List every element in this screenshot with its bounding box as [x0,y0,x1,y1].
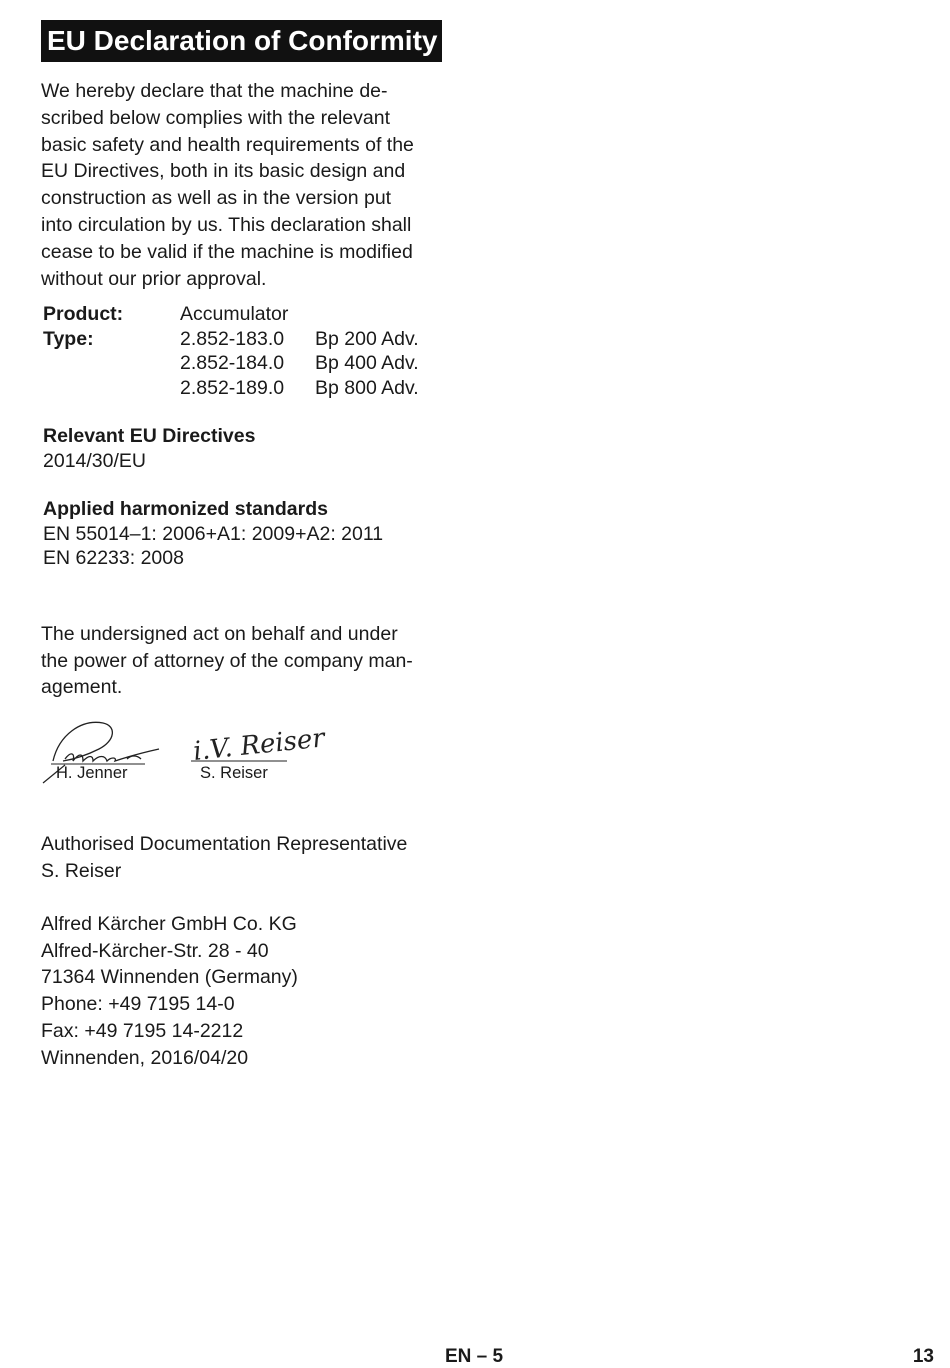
intro-line: basic safety and health requirements of the [41,133,414,156]
place-date-line: Winnenden, 2016/04/20 [41,1046,249,1069]
type-label: Type: [43,327,94,350]
signature-name-jenner: H. Jenner [56,764,128,783]
type-model: Bp 400 Adv. [315,352,419,375]
standard-item: EN 62233: 2008 [43,547,184,570]
address-line: Alfred Kärcher GmbH Co. KG [41,912,297,935]
type-model: Bp 200 Adv. [315,327,419,350]
product-spec [43,302,461,400]
footer-page-number: 13 [912,1346,934,1367]
signature-reiser [191,715,327,783]
intro-line: without our prior approval. [41,267,267,290]
directives-heading: Relevant EU Directives [43,425,256,448]
intro-line: construction as well as in the version put [41,187,392,210]
type-code: 2.852-184.0 [180,352,285,375]
page-title: EU Declaration of Conformity [41,20,442,62]
signature-reiser-handwriting: i.V. Reiser [191,723,327,768]
phone-line: Phone: +49 7195 14-0 [41,993,235,1016]
address-block [41,911,461,1072]
type-row [43,327,461,352]
address-line: Alfred-Kärcher-Str. 28 - 40 [41,939,269,962]
signature-jenner [41,715,176,785]
declaration-column [41,20,461,1072]
undersigned-line: The undersigned act on behalf and under [41,622,398,645]
intro-line: We hereby declare that the machine de- [41,80,388,102]
type-code: 2.852-189.0 [180,376,285,399]
intro-paragraph [41,78,461,292]
undersigned-line: the power of attorney of the company man- [41,649,413,672]
type-code: 2.852-183.0 [180,327,285,350]
type-row [43,351,461,376]
standards-section [43,497,461,571]
representative-block [41,831,461,885]
product-value: Accumulator [180,303,289,326]
undersigned-paragraph [41,621,461,701]
intro-line: scribed below complies with the relevant [41,106,391,129]
representative-line: S. Reiser [41,860,122,883]
product-label: Product: [43,303,124,326]
standards-heading: Applied harmonized standards [43,498,328,521]
representative-line: Authorised Documentation Representative [41,833,408,856]
signature-name-reiser: S. Reiser [200,764,268,783]
type-row [43,376,461,401]
signature-reiser-icon [191,715,327,768]
product-row [43,302,461,327]
directive-item: 2014/30/EU [43,449,146,472]
footer-section-label: EN – 5 [445,1346,504,1367]
address-line: 71364 Winnenden (Germany) [41,966,298,989]
standard-item: EN 55014–1: 2006+A1: 2009+A2: 2011 [43,522,384,545]
intro-line: EU Directives, both in its basic design and [41,160,406,183]
intro-line: cease to be valid if the machine is modified [41,240,413,263]
intro-line: into circulation by us. This declaration shall [41,213,412,236]
type-model: Bp 800 Adv. [315,376,419,399]
fax-line: Fax: +49 7195 14-2212 [41,1020,244,1043]
undersigned-line: agement. [41,676,123,699]
directives-section [43,424,461,473]
signature-block [41,715,461,797]
